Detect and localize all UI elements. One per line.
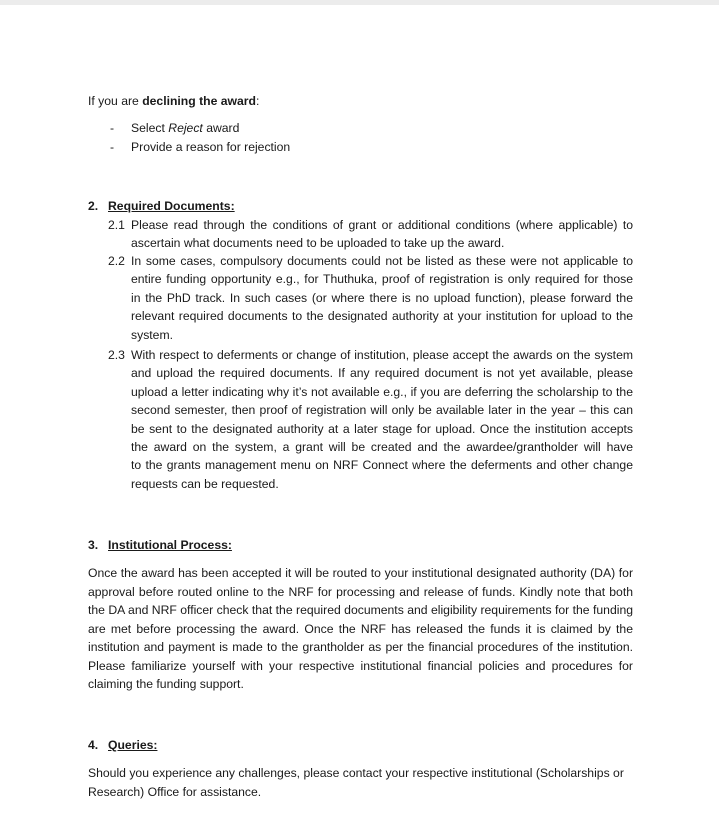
paragraph-line: and upload the required documents. If any required document is not yet available, please	[131, 366, 633, 381]
section-3-number: 3.	[88, 538, 99, 552]
paragraph-line: In some cases, compulsory documents could not be listed as these were not applicable to	[131, 254, 633, 268]
section-2-heading: Required Documents:	[108, 199, 235, 213]
item-number: 2.3	[108, 348, 125, 362]
paragraph-line: approval before routed online to the NRF for processing and release of funds. Kindly note that both	[88, 584, 633, 599]
section-4-heading: Queries:	[108, 738, 158, 752]
intro-text: If you are	[88, 94, 143, 108]
section-4-number: 4.	[88, 738, 99, 752]
paragraph-line: the DA and NRF officer check that the required documents and eligibility requirements for the funding	[88, 603, 633, 617]
paragraph-line: Once the award has been accepted it will be routed to your institutional designated authority (DA) for	[88, 566, 633, 580]
paragraph-line: Please read through the conditions of grant or additional conditions (where applicable) to	[131, 218, 633, 232]
paragraph-line: to the grants management menu on NRF Connect where the deferments and other change	[131, 458, 633, 473]
paragraph-line: institution and payment is made to the grantholder as per the financial procedures of the institution.	[88, 640, 633, 654]
paragraph-line: relevant required documents to the designated authority at your institution for upload to the	[131, 309, 633, 324]
paragraph-line: With respect to deferments or change of institution, please accept the awards on the system	[131, 348, 633, 362]
paragraph-line: in the PhD track. In such cases (or where there is no upload function), please forward the	[131, 290, 633, 305]
bullet-item-reason: Provide a reason for rejection	[131, 140, 291, 154]
bullet-text: award	[202, 121, 240, 135]
section-2-number: 2.	[88, 199, 99, 213]
bullet-text: Select	[131, 121, 169, 135]
page-top-edge	[0, 0, 719, 5]
paragraph-line: upload a letter indicating why it’s not available e.g., if you are deferring the scholarship to the	[131, 384, 633, 399]
bullet-dash: -	[110, 121, 115, 135]
item-number: 2.1	[108, 218, 125, 232]
paragraph-line: entire funding opportunity e.g., for Thuthuka, proof of registration is only required for those	[131, 272, 633, 287]
paragraph-line: system.	[131, 327, 173, 342]
bullet-dash: -	[110, 140, 115, 154]
intro-colon: :	[255, 94, 260, 108]
paragraph-line: Please familiarize yourself with your respective institutional financial policies and procedures for	[88, 658, 633, 673]
paragraph-line: ascertain what documents need to be uploaded to take up the award.	[131, 236, 505, 251]
bullet-italic-text: Reject	[168, 121, 203, 135]
paragraph-line: claiming the funding support.	[88, 677, 244, 691]
paragraph-line: Should you experience any challenges, please contact your respective institutional (Scholarships or	[88, 766, 624, 780]
paragraph-line: Research) Office for assistance.	[88, 784, 262, 799]
paragraph-line: be sent to the designated authority at a later stage for upload. Once the institution accepts	[131, 421, 633, 436]
section-3-heading: Institutional Process:	[108, 538, 232, 552]
paragraph-line: are met before processing the award. Once the NRF has released the funds it is claimed by the	[88, 621, 633, 636]
decline-intro	[88, 92, 259, 110]
paragraph-line: requests can be requested.	[131, 476, 279, 491]
paragraph-line: the award on the system, a grant will be created and the awardee/grantholder will have	[131, 440, 633, 454]
bullet-item-reject	[131, 119, 239, 137]
intro-bold-text: declining the award	[142, 94, 256, 108]
paragraph-line: second semester, then proof of registration will only be available later in the year – this can	[131, 403, 633, 418]
item-number: 2.2	[108, 254, 125, 268]
